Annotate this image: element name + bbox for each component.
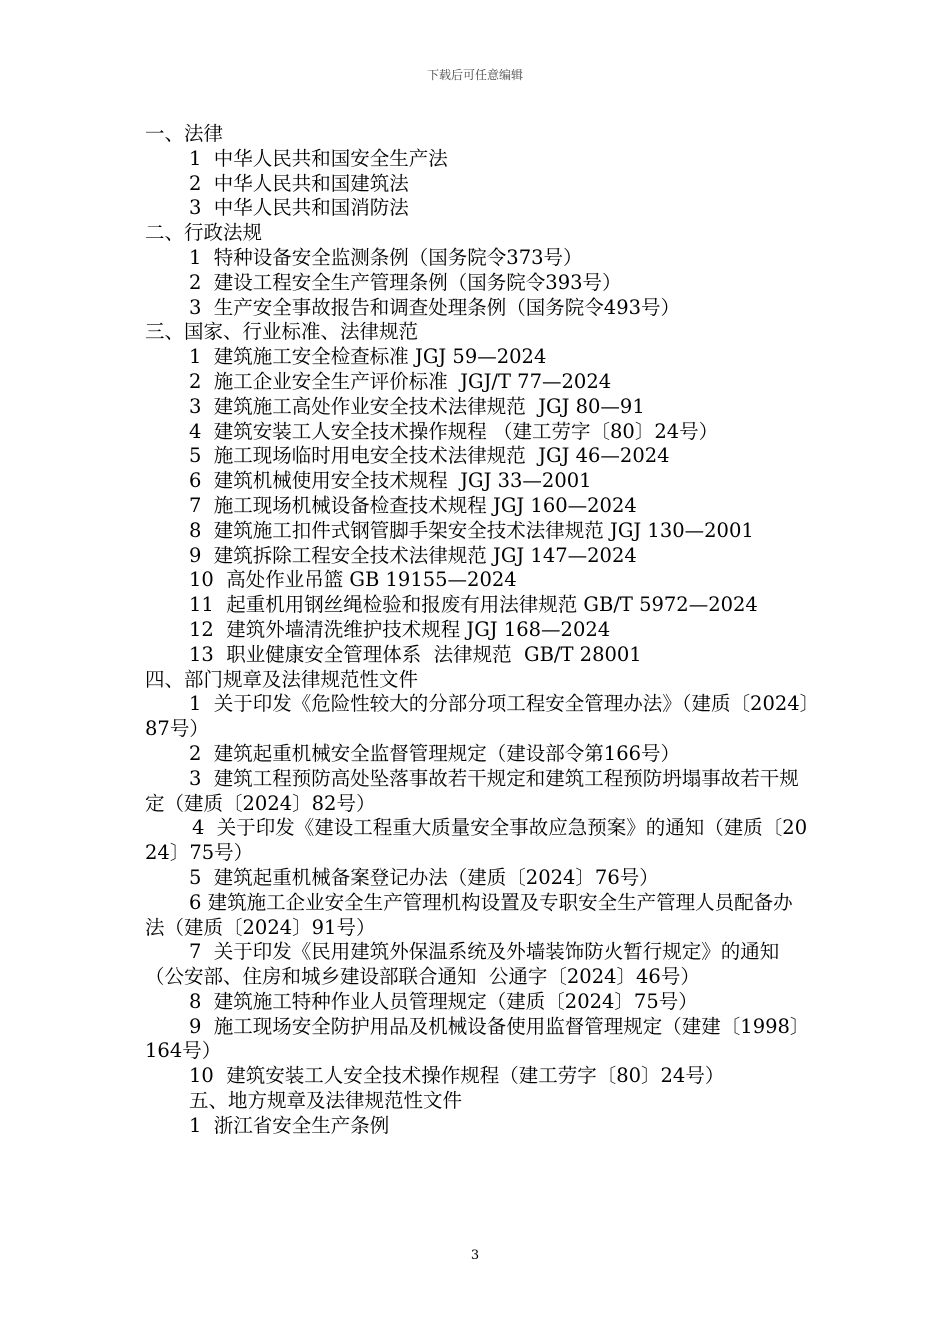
list-item: 3 建筑施工高处作业安全技术法律规范 JGJ 80—91 [189,394,645,418]
list-item: 1 建筑施工安全检查标准 JGJ 59—2024 [189,345,547,369]
list-item: 13 职业健康安全管理体系 法律规范 GB/T 28001 [189,642,642,666]
list-item: 2 建设工程安全生产管理条例（国务院令393号） [189,270,622,294]
list-item: 4 关于印发《建设工程重大质量安全事故应急预案》的通知（建质〔2024〕75号） [145,816,808,865]
list-item: 2 中华人民共和国建筑法 [189,171,409,195]
list-item: 7 施工现场机械设备检查技术规程 JGJ 160—2024 [189,493,637,517]
list-item: 2 施工企业安全生产评价标准 JGJ/T 77—2024 [189,369,612,393]
list-item: 3 生产安全事故报告和调查处理条例（国务院令493号） [189,295,681,319]
list-item: 8 建筑施工特种作业人员管理规定（建质〔2024〕75号） [189,989,698,1013]
page-header: 下载后可任意编辑 [426,68,523,82]
list-item: 1 特种设备安全监测条例（国务院令373号） [189,245,583,269]
list-item: 9 建筑拆除工程安全技术法律规范 JGJ 147—2024 [189,543,637,567]
section-title: 五、地方规章及法律规范性文件 [189,1089,463,1113]
list-item: 3 中华人民共和国消防法 [189,196,409,220]
list-item: 11 起重机用钢丝绳检验和报废有用法律规范 GB/T 5972—2024 [189,593,758,617]
section-title: 二、行政法规 [145,221,263,245]
list-item: 2 建筑起重机械安全监督管理规定（建设部令第166号） [189,741,681,765]
page-number: 3 [470,1248,480,1263]
list-item: 1 关于印发《危险性较大的分部分项工程安全管理办法》（建质〔2024〕87号） [145,692,810,741]
list-item: 4 建筑安装工人安全技术操作规程 （建工劳字〔80〕24号） [189,419,719,443]
section-title: 一、法律 [145,122,224,145]
list-item: 10 高处作业吊篮 GB 19155—2024 [189,568,517,592]
document-body [145,122,810,1139]
list-item: 3 建筑工程预防高处坠落事故若干规定和建筑工程预防坍塌事故若干规定（建质〔2024〕82号） [145,766,799,815]
list-item: 5 建筑起重机械备案登记办法（建质〔2024〕76号） [189,865,659,889]
list-item: 12 建筑外墙清洗维护技术规程 JGJ 168—2024 [189,617,611,641]
list-item: 6 建筑施工企业安全生产管理机构设置及专职安全生产管理人员配备办法（建质〔2024〕91号） [145,890,793,939]
list-item: 9 施工现场安全防护用品及机械设备使用监督管理规定（建建〔1998〕164号） [145,1014,810,1063]
section-title: 四、部门规章及法律规范性文件 [145,667,419,691]
list-item: 8 建筑施工扣件式钢管脚手架安全技术法律规范 JGJ 130—2001 [189,518,754,542]
section-title: 三、国家、行业标准、法律规范 [145,320,419,344]
list-item: 10 建筑安装工人安全技术操作规程（建工劳字〔80〕24号） [189,1064,725,1088]
list-item: 7 关于印发《民用建筑外保温系统及外墙装饰防火暂行规定》的通知（公安部、住房和城乡建设部联合通知 公通字〔2024〕46号） [145,940,780,989]
list-item: 5 施工现场临时用电安全技术法律规范 JGJ 46—2024 [189,444,670,468]
list-item: 1 浙江省安全生产条例 [189,1113,390,1137]
list-item: 6 建筑机械使用安全技术规程 JGJ 33—2001 [189,469,592,493]
list-item: 1 中华人民共和国安全生产法 [189,146,448,170]
